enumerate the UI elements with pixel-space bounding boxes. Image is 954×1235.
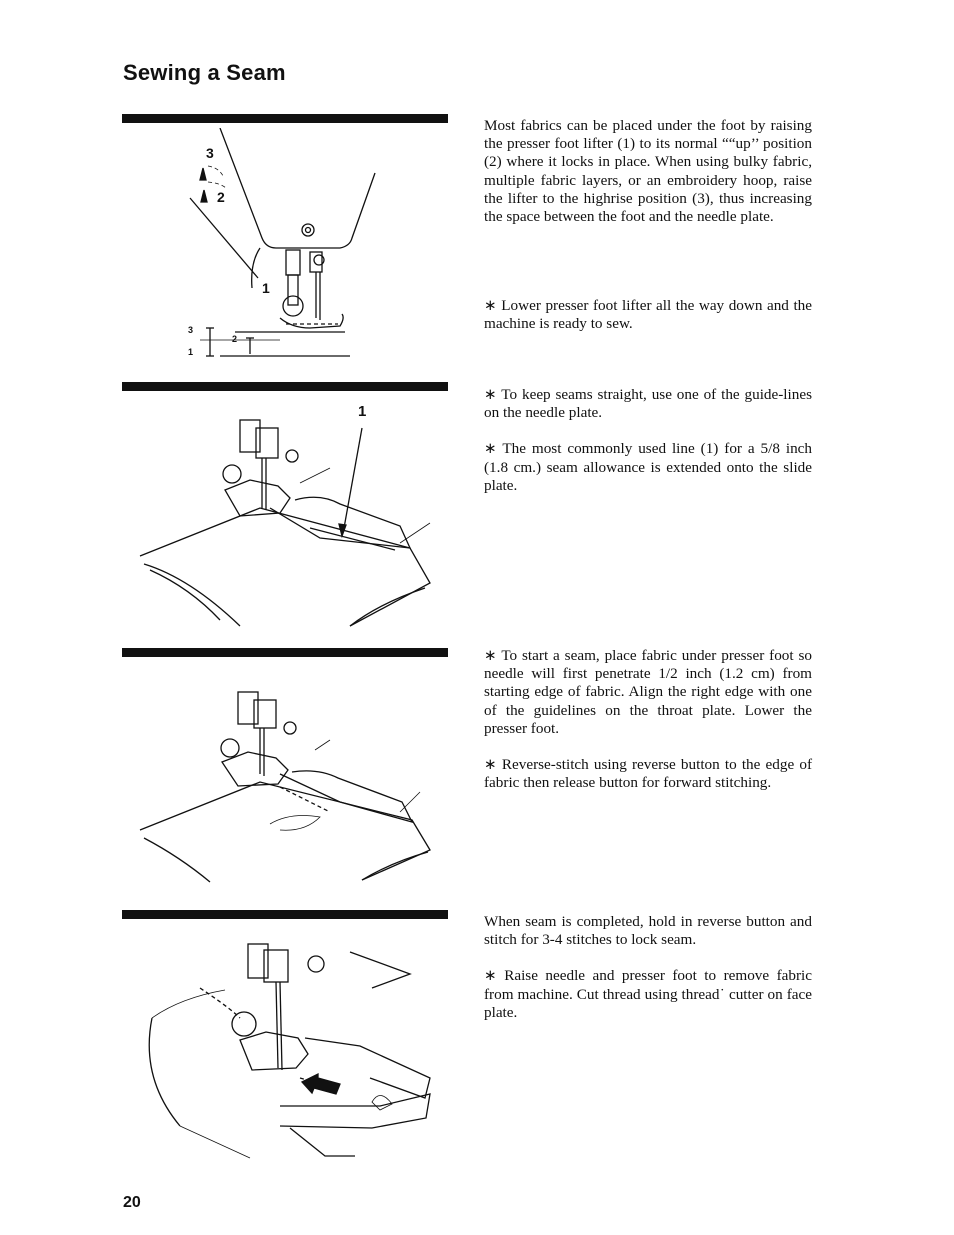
section-2-text <box>484 297 812 333</box>
start-seam-illustration <box>130 662 440 892</box>
page-title: Sewing a Seam <box>123 60 286 85</box>
section-bar-3 <box>122 648 448 657</box>
page-number: 20 <box>123 1194 141 1211</box>
section-bar-1 <box>122 114 448 123</box>
section-3-text <box>484 386 812 495</box>
paragraph: ∗ Raise needle and presser foot to remove fabric from machine. Cut thread using thread˙ cutter on face plate. <box>484 967 812 1021</box>
fig1-scale-3: 3 <box>188 325 194 335</box>
paragraph: When seam is completed, hold in reverse button and stitch for 3-4 stitches to lock seam. <box>484 913 812 949</box>
paragraph: ∗ To keep seams straight, use one of the guide-lines on the needle plate. <box>484 386 812 422</box>
paragraph: ∗ Reverse-stitch using reverse button to the edge of fabric then release button for forward stitching. <box>484 756 812 792</box>
guideline-illustration <box>130 398 440 638</box>
presser-lifter-illustration <box>180 128 380 368</box>
section-bar-2 <box>122 382 448 391</box>
paragraph: Most fabrics can be placed under the foot by raising the presser foot lifter (1) to its normal ““up’’ position (2) where it locks in place. When using bulky fabric, multiple fabric layers, or an embroidery hoop, raise the lifter to the highrise position (3), thus increasing the space between the foot and the needle plate. <box>484 117 812 226</box>
fig1-scale-2: 2 <box>232 334 238 344</box>
section-4-text <box>484 647 812 792</box>
paragraph: ∗ The most commonly used line (1) for a 5/8 inch (1.8 cm.) seam allowance is extended onto the slide plate. <box>484 440 812 494</box>
section-1-text <box>484 117 812 226</box>
section-5-text <box>484 913 812 1022</box>
section-bar-4 <box>122 910 448 919</box>
fig1-label-1: 1 <box>262 280 270 296</box>
fig1-label-3: 3 <box>206 145 214 161</box>
fig1-scale-1: 1 <box>188 347 194 357</box>
paragraph: ∗ Lower presser foot lifter all the way down and the machine is ready to sew. <box>484 297 812 333</box>
paragraph: ∗ To start a seam, place fabric under presser foot so needle will first penetrate 1/2 inch (1.2 cm) from starting edge of fabric. Align the right edge with one of the guidelines on the throat plate. Lower the presser foot. <box>484 647 812 737</box>
finish-seam-illustration <box>140 928 440 1168</box>
fig2-label-1: 1 <box>358 403 367 420</box>
fig1-label-2: 2 <box>217 189 225 205</box>
